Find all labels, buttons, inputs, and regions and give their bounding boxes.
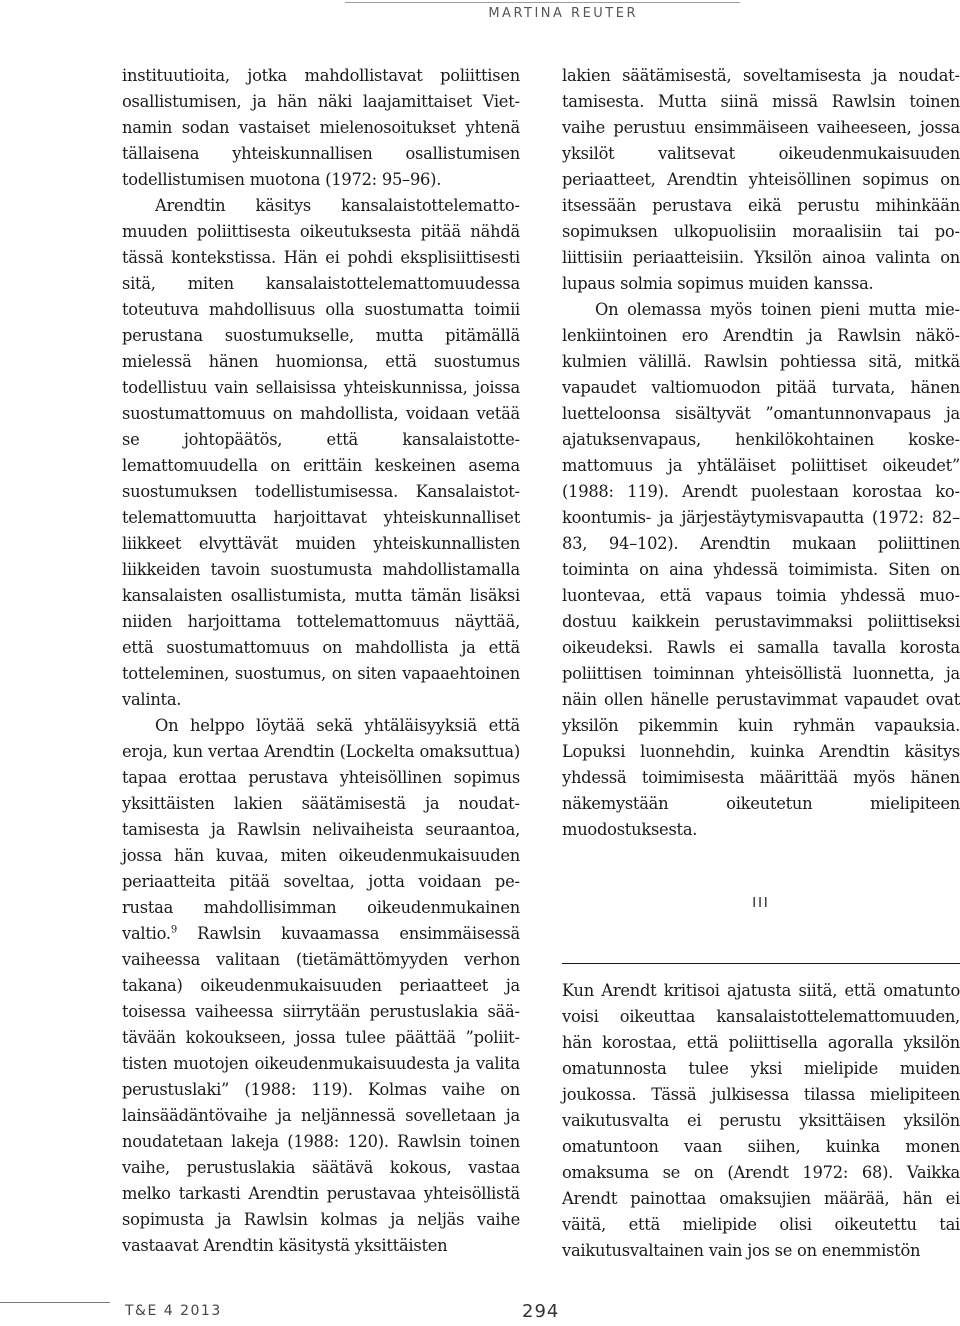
left-column bbox=[122, 63, 520, 1259]
header-rule bbox=[345, 2, 740, 3]
paragraph bbox=[122, 713, 520, 1259]
paragraph-continuation: Rawlsin kuvaamassa ensimmäisessä vaiheessa valitaan (tietämättömyyden verhon takana) oikeudenmukaisuuden periaatteet ja toisessa vaiheessa siirrytään perustuslakia säätävään kokoukseen, jossa tulee päättää ”poliittisten muotojen oikeudenmukaisuudesta ja valita perustuslaki” (1988: 119). Kolmas vaihe on lainsäädäntövaihe ja neljännessä sovelletaan ja noudatetaan lakeja (1988: 120). Rawlsin toinen vaihe, perustuslakia säätävä kokous, vastaa melko tarkasti Arendtin perustavaa yhteisöllistä sopimusta ja Rawlsin kolmas ja neljäs vaihe vastaavat Arendtin käsitystä yksittäisten bbox=[122, 924, 520, 1255]
paragraph: Arendtin käsitys kansalaistottelemattomuuden poliittisesta oikeutuksesta pitää nähdä tässä kontekstissa. Hän ei pohdi eksplisiittisesti sitä, miten kansalaistottelemattomuudessa toteutuva mahdollisuus olla suostumatta toimii perustana suostumukselle, mutta pitämällä mielessä hänen huomionsa, että suostumus todellistuu vain sellaisissa yhteiskunnissa, joissa suostumattomuus on mahdollista, voidaan vetää se johtopäätös, että kansalaistottelemattomuudella on erittäin keskeinen asema suostumuksen todellistumisessa. Kansalaistottelemattomuutta harjoittavat yhteiskunnalliset liikkeet elvyttävät muiden yhteiskunnallisten liikkeiden tavoin suostumusta mahdollistamalla kansalaisten osallistumista, mutta tämän lisäksi niiden harjoittama tottelemattomuus näyttää, että suostumattomuus on mahdollista ja että totteleminen, suostumus, on siten vapaaehtoinen valinta. bbox=[122, 196, 520, 709]
section-divider bbox=[562, 963, 960, 964]
footer-journal: T&E 4 2013 bbox=[125, 1303, 222, 1319]
paragraph: instituutioita, jotka mahdollistavat poliittisen osallistumisen, ja hän näki laajamittaiset Vietnamin sodan vastaiset mielenosoitukset yhtenä tällaisena yhteiskunnallisen osallistumisen todellistumisen muotona (1972: 95–96). bbox=[122, 66, 520, 189]
footer-rule bbox=[0, 1302, 110, 1303]
paragraph-text: On helppo löytää sekä yhtäläisyyksiä että eroja, kun vertaa Arendtin (Lockelta omaksuttua) tapaa erottaa perustava yhteisöllinen sopimus yksittäisten lakien säätämisestä ja noudattamisesta ja Rawlsin nelivaiheista seuraantoa, jossa hän kuvaa, miten oikeudenmukaisuuden periaatteita pitää soveltaa, jotta voidaan perustaa mahdollisimman oikeudenmukainen valtio. bbox=[122, 716, 520, 943]
footnote-marker[interactable]: 9 bbox=[170, 924, 177, 936]
section-heading: III bbox=[752, 896, 770, 911]
paragraph: lakien säätämisestä, soveltamisesta ja noudattamisesta. Mutta siinä missä Rawlsin toinen vaihe perustuu ensimmäiseen vaiheeseen, jossa yksilöt valitsevat oikeudenmukaisuuden periaatteet, Arendtin yhteisöllinen sopimus on itsessään perustava eikä perustu mihinkään sopimuksen ulkopuolisiin moraalisiin tai poliittisiin periaatteisiin. Yksilön ainoa valinta on lupaus solmia sopimus muiden kanssa. bbox=[562, 66, 960, 293]
right-column bbox=[562, 63, 960, 1264]
page-number: 294 bbox=[522, 1301, 560, 1322]
running-header-author: MARTINA REUTER bbox=[488, 6, 638, 21]
paragraph: Kun Arendt kritisoi ajatusta siitä, että omatunto voisi oikeuttaa kansalaistottelemattomuuden, hän korostaa, että poliittisella agoralla yksilön omatunnosta tulee yksi mielipide muiden joukossa. Tässä julkisessa tilassa mielipiteen vaikutusvalta ei perustu yksittäisen yksilön omatuntoon vaan siihen, kuinka monen omaksuma se on (Arendt 1972: 68). Vaikka Arendt painottaa omaksujien määrää, hän ei väitä, että mielipide olisi oikeutettu tai vaikutusvaltainen vain jos se on enemmistön bbox=[562, 981, 960, 1260]
paragraph: On olemassa myös toinen pieni mutta mielenkiintoinen ero Arendtin ja Rawlsin näkökulmien välillä. Rawlsin pohtiessa sitä, mitkä vapaudet valtiomuodon pitää turvata, hänen luetteloonsa sisältyvät ”omantunnonvapaus ja ajatuksenvapaus, henkilökohtainen koskemattomuus ja yhtäläiset poliittiset oikeudet” (1988: 119). Arendt puolestaan korostaa kokoontumis- ja järjestäytymisvapautta (1972: 82–83, 94–102). Arendtin mukaan poliittinen toiminta on aina yhdessä toimimista. Siten on luontevaa, että vapaus toimia yhdessä muodostuu kaikkein perustavimmaksi poliittiseksi oikeudeksi. Rawls ei samalla tavalla korosta poliittisen toiminnan yhteisöllistä luonnetta, ja näin ollen hänelle perustavimmat vapaudet ovat yksilön pikemmin kuin ryhmän vapauksia. Lopuksi luonnehdin, kuinka Arendtin käsitys yhdessä toimimisesta määrittää myös hänen näkemystään oikeutetun mielipiteen muodostuksesta. bbox=[562, 300, 960, 839]
